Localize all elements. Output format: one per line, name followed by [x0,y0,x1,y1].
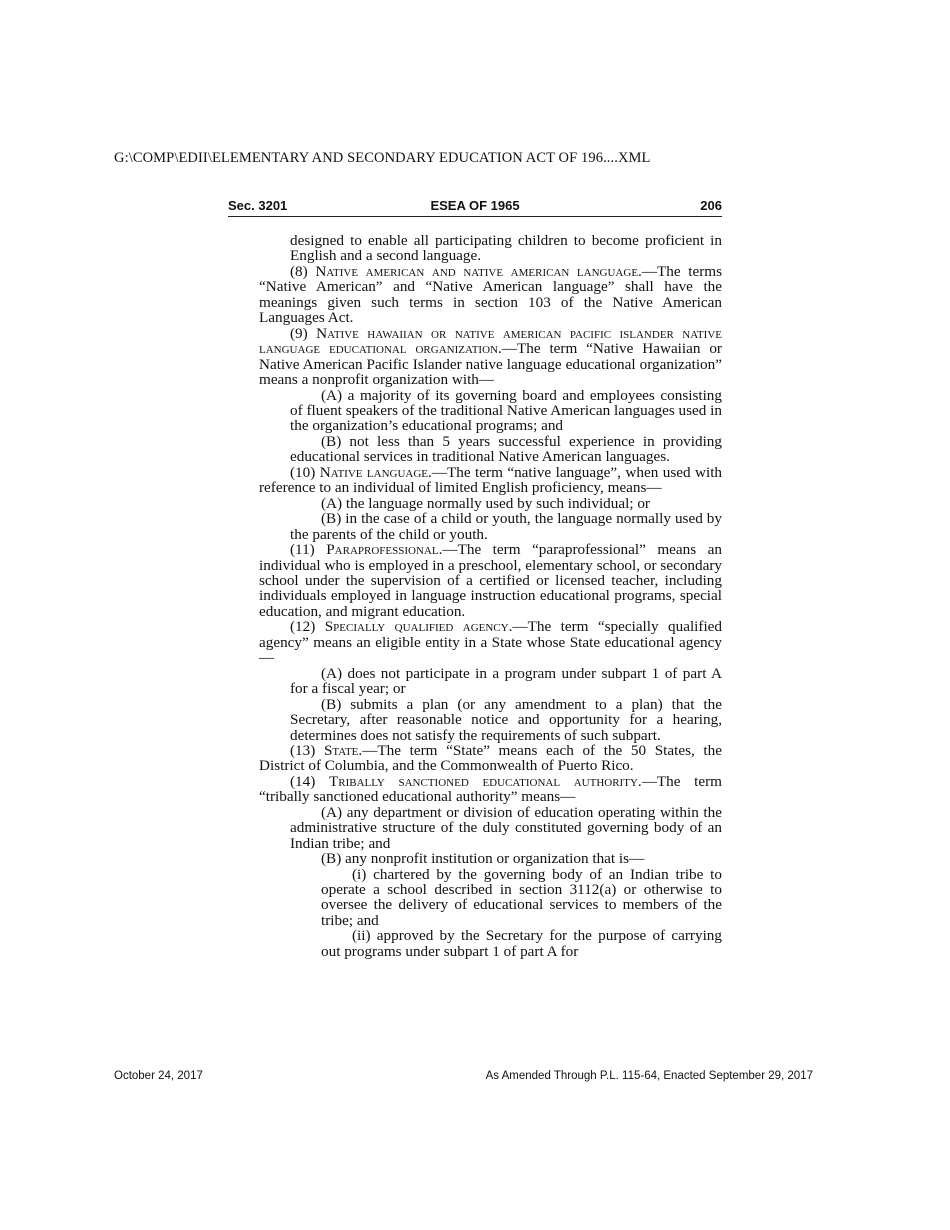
paragraph-text: —The term “paraprofessional” means an individual who is employed in a preschool, elementary school, or secondary school under the supervision of a certified or licensed teacher, including individuals employed in language instruction educational programs, special education, and migrant education. [259,541,722,620]
footer-date: October 24, 2017 [114,1070,203,1082]
paragraph-text: —The term “State” means each of the 50 States, the District of Columbia, and the Commonwealth of Puerto Rico. [259,741,722,775]
paragraph-heading: Native hawaiian or native american pacific islander native language educational organization. [259,324,722,358]
paragraph-text: —The term “specially qualified agency” means an eligible entity in a State whose State educational agency— [259,618,722,667]
subparagraph-14a: (A) any department or division of education operating within the administrative structure of the duly constituted governing body of an Indian tribe; and [290,803,722,852]
paragraph-number: (12) [290,618,325,636]
footer-amended-through: As Amended Through P.L. 115-64, Enacted September 29, 2017 [485,1070,813,1082]
paragraph-13 [259,743,722,774]
paragraph-heading: Native language. [319,463,432,481]
clause-14b-ii: (ii) approved by the Secretary for the purpose of carrying out programs under subpart 1 of part A for [321,927,722,960]
document-body [259,233,722,959]
subparagraph-9a: (A) a majority of its governing board and employees consisting of fluent speakers of the traditional Native American languages used in the organization’s educational programs; and [290,386,722,435]
paragraph-10 [259,465,722,496]
act-title: ESEA OF 1965 [430,198,520,213]
paragraph-number: (13) [290,741,324,759]
intro-continuation: designed to enable all participating children to become proficient in English and a second language. [290,232,722,265]
subparagraph-10b: (B) in the case of a child or youth, the language normally used by the parents of the child or youth. [290,510,722,543]
clause-14b-i: (i) chartered by the governing body of an Indian tribe to operate a school described in section 3112(a) or otherwise to oversee the delivery of educational services to members of the tribe; and [321,865,722,929]
paragraph-9 [259,326,722,388]
paragraph-14 [259,774,722,805]
running-head [228,198,722,217]
paragraph-heading: Tribally sanctioned educational authority. [328,772,642,790]
subparagraph-12a: (A) does not participate in a program under subpart 1 of part A for a fiscal year; or [290,664,722,698]
paragraph-8 [259,264,722,326]
paragraph-number: (8) [290,262,316,280]
paragraph-heading: Native american and native american language. [315,262,642,280]
page-number: 206 [700,198,722,213]
paragraph-number: (10) [290,463,320,481]
section-number: Sec. 3201 [228,198,288,213]
paragraph-number: (14) [290,772,329,790]
paragraph-11 [259,542,722,619]
subparagraph-14b: (B) any nonprofit institution or organization that is— [321,850,645,868]
paragraph-text: —The terms “Native American” and “Native American language” shall have the meanings given such terms in section 103 of the Native American Languages Act. [259,262,722,327]
paragraph-text: —The term “Native Hawaiian or Native American Pacific Islander native language educational organization” means a nonprofit organization with— [259,340,722,389]
paragraph-heading: Paraprofessional. [326,541,443,559]
paragraph-heading: State. [323,741,363,759]
subparagraph-12b: (B) submits a plan (or any amendment to a plan) that the Secretary, after reasonable notice and opportunity for a hearing, determines does not satisfy the requirements of such subpart. [290,695,722,744]
paragraph-number: (11) [290,541,327,559]
paragraph-number: (9) [290,324,317,342]
paragraph-12 [259,619,722,665]
paragraph-text: —The term “tribally sanctioned educational authority” means— [259,772,722,806]
subparagraph-10a: (A) the language normally used by such individual; or [321,494,650,512]
paragraph-heading: Specially qualified agency. [324,618,513,636]
file-path: G:\COMP\EDII\ELEMENTARY AND SECONDARY EDUCATION ACT OF 196....XML [114,150,651,166]
paragraph-text: —The term “native language”, when used with reference to an individual of limited English proficiency, means— [259,463,723,497]
subparagraph-9b: (B) not less than 5 years successful experience in providing educational services in traditional Native American languages. [290,432,722,466]
